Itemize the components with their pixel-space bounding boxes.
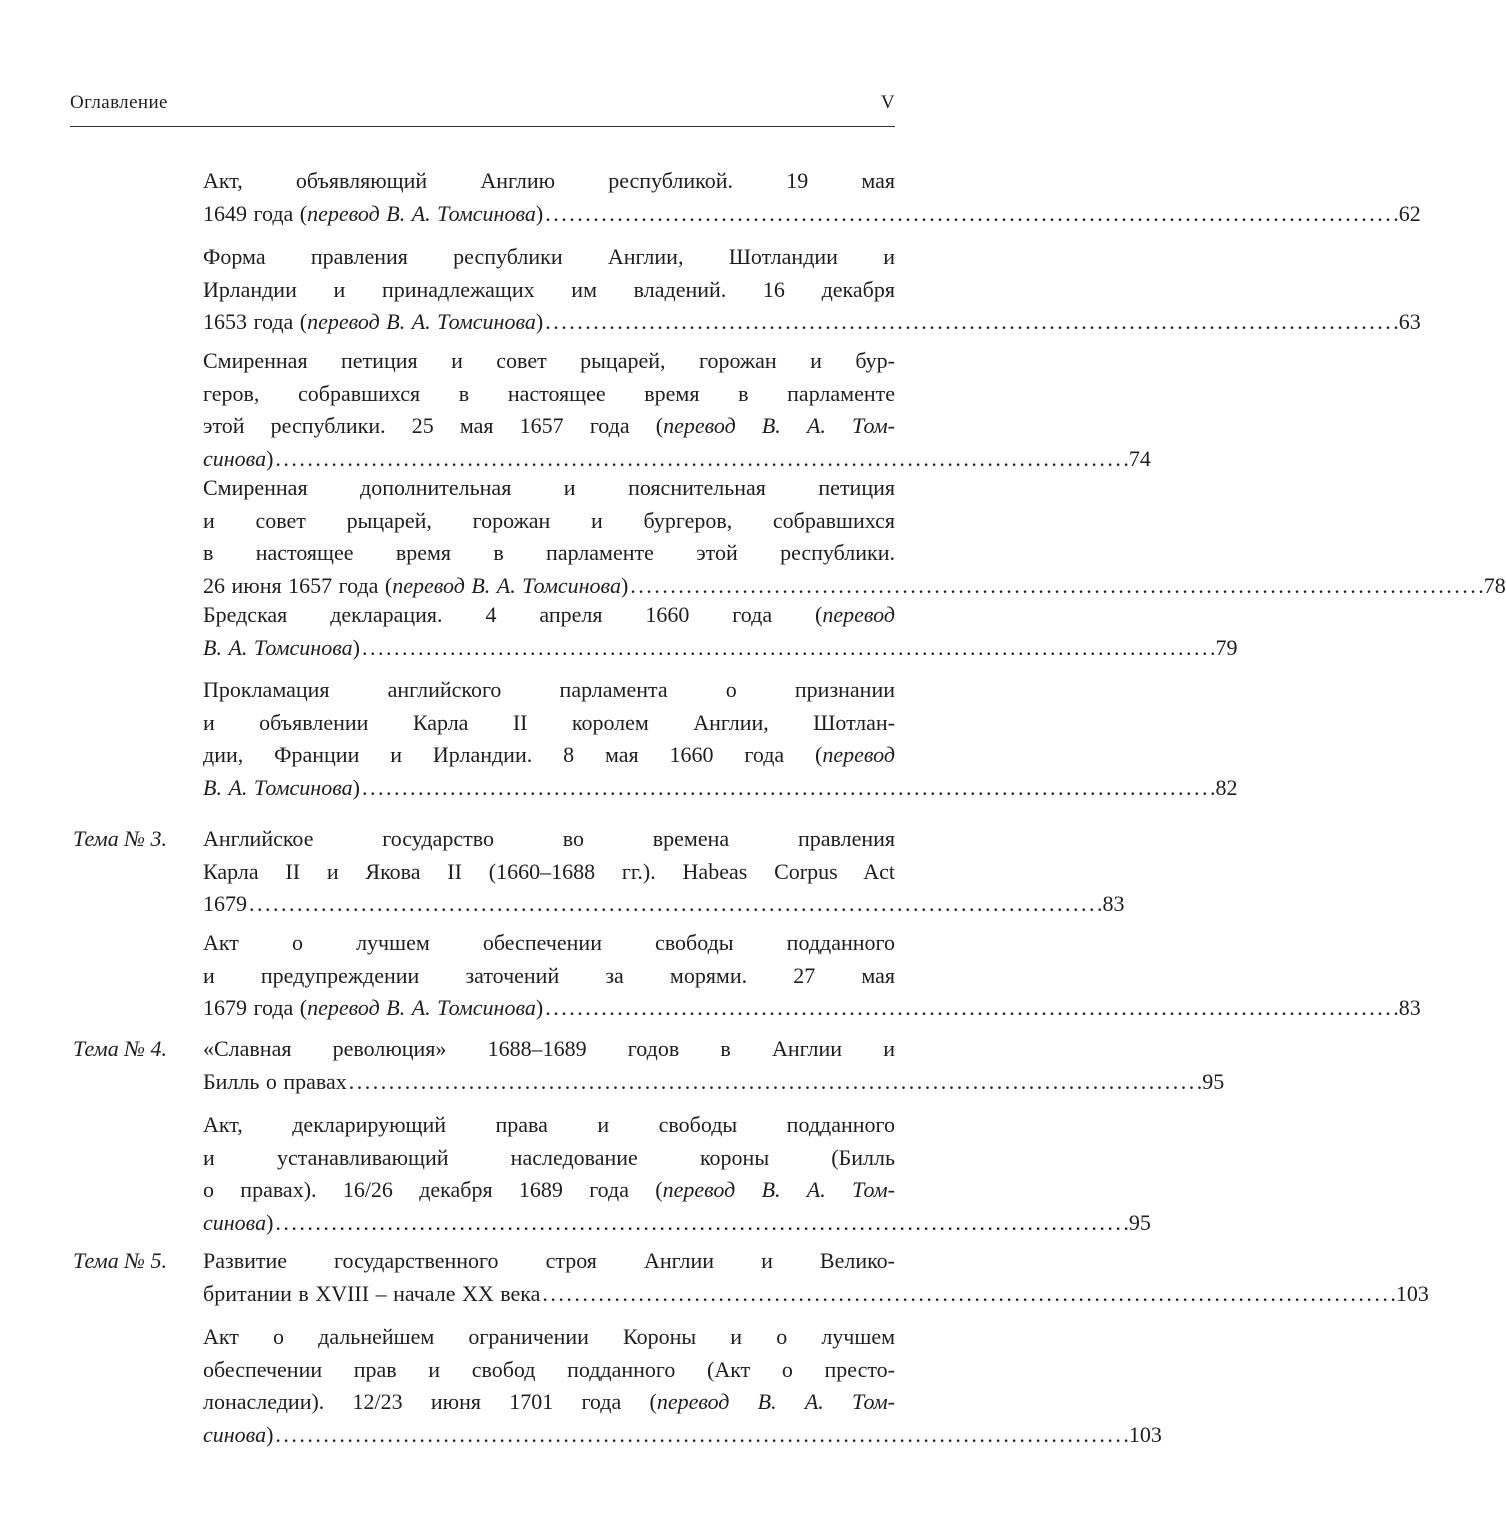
toc-page-number: 74 [1128, 445, 1151, 471]
toc-line: лонаследии). 12/23 июня 1701 года (перевод В. А. Том- [203, 1389, 895, 1414]
toc-line: Английское государство во времена правления [203, 826, 895, 851]
leader-dots [275, 443, 1127, 476]
toc-line: Акт, объявляющий Англию республикой. 19 мая [203, 168, 895, 193]
theme-label: Тема № 4. [73, 1036, 167, 1061]
toc-page-number: 78 [1483, 572, 1506, 598]
toc-page-number: 63 [1398, 309, 1421, 334]
toc-line: «Славная революция» 1688–1689 годов в Англии и [203, 1036, 895, 1061]
running-header [70, 92, 895, 127]
toc-page-number: 79 [1215, 634, 1238, 660]
header-title: Оглавление [70, 92, 168, 113]
toc-line: дии, Франции и Ирландии. 8 мая 1660 года (перевод [203, 742, 895, 767]
leader-dots [630, 570, 1482, 603]
leader-dots [349, 1066, 1201, 1099]
leader-dots [545, 306, 1397, 339]
toc-page-number: 103 [1128, 1421, 1162, 1447]
header-page-number: V [880, 92, 895, 113]
toc-line: Акт о лучшем обеспечении свободы подданного [203, 930, 895, 955]
leader-dots [275, 1419, 1127, 1452]
leader-dots [275, 1207, 1127, 1240]
toc-line: и совет рыцарей, горожан и бургеров, собравшихся [203, 507, 895, 533]
leader-dots [362, 632, 1214, 665]
leader-dots [545, 198, 1397, 231]
toc-line: и устанавливающий наследование короны (Билль [203, 1144, 895, 1170]
toc-page-number: 95 [1128, 1209, 1151, 1235]
toc-line: Акт о дальнейшем ограничении Короны и о лучшем [203, 1324, 895, 1349]
theme-label: Тема № 3. [73, 826, 167, 851]
leader-dots [249, 888, 1101, 921]
toc-line: Бредская декларация. 4 апреля 1660 года (перевод [203, 602, 895, 627]
toc-line: Ирландии и принадлежащих им владений. 16 декабря [203, 276, 895, 302]
toc-line: и предупреждении заточений за морями. 27 мая [203, 962, 895, 988]
theme-label: Тема № 5. [73, 1248, 167, 1273]
toc-page-number: 82 [1215, 774, 1238, 800]
toc-line: в настоящее время в парламенте этой республики. [203, 540, 895, 565]
toc-line: геров, собравшихся в настоящее время в парламенте [203, 380, 895, 406]
toc-page-number: 95 [1202, 1068, 1225, 1094]
book-page: Оглавление V Акт, объявляющий Англию республикой. 19 мая 1649 года (перевод В. А. Томсинова) . . . 62 Форма правления республики Англии, Шотландии и Ирландии и принадлежащих им владений. 16 декабря 1653 года (перевод В. А. Томсинова) . . . 63 Смиренная петиция и совет рыцарей, горожан и бур- геров, собравшихся в настоящее время в парламенте этой республики. 25 мая 1657 года (перевод В. А. Том- синова) . . . 74 Смиренная дополнительная и пояснительная петиция и совет рыцарей, горожан и бургеров, собравшихся в настоящее время в парламенте этой республики. 26 июня 1657 года (перевод В. А. Томсинова) . . . 78 Бредская декларация. 4 апреля 1660 года (перевод В. А. Томсинова) . . . 79 Прокламация английского парламента о признании и объявлении Карла II королем Англии, Шотлан- дии, Франции и Ирландии. 8 мая 1660 года (перевод В. А. Томсинова) . . . 82 Тема № 3. Английское государство во времена правления Карла II и Якова II (1660–1688 гг.). Habeas Corpus Act 1679 . . . 83 Акт о лучшем обеспечении свободы подданного и предупреждении заточений за морями. 27 мая 1679 года (перевод В. А. Томсинова) . . . 83 Тема № 4. «Славная революция» 1688–1689 годов в Англии и Билль о правах . . . 95 Акт, декларирующий права и свободы подданного и устанавливающий наследование короны (Билль о правах). 16/26 декабря 1689 года (перевод В. А. Том- синова) . . . 95 Тема № 5. Развитие государственного строя Англии и Велико- британии в XVIII – начале XX века . . . 103 Акт о дальнейшем ограничении Короны и о лучшем обеспечении прав и свобод подданного (Акт о престо- лонаследии). 12/23 июня 1701 года (перевод В. А. Том- синова) . . . 103 [0, 0, 1000, 1527]
toc-page-number: 83 [1398, 995, 1421, 1020]
toc-page-number: 83 [1102, 891, 1125, 916]
toc-page-number: 103 [1395, 1280, 1429, 1306]
leader-dots [542, 1278, 1394, 1311]
toc-line: и объявлении Карла II королем Англии, Шотлан- [203, 709, 895, 735]
toc-line: Прокламация английского парламента о признании [203, 677, 895, 702]
leader-dots [362, 772, 1214, 805]
leader-dots [545, 992, 1397, 1025]
toc-line: обеспечении прав и свобод подданного (Акт о престо- [203, 1356, 895, 1382]
toc-line: Акт, декларирующий права и свободы подданного [203, 1112, 895, 1137]
toc-line: Развитие государственного строя Англии и Велико- [203, 1248, 895, 1273]
toc-line: Форма правления республики Англии, Шотландии и [203, 244, 895, 269]
toc-line: Смиренная петиция и совет рыцарей, горожан и бур- [203, 348, 895, 373]
toc-line: этой республики. 25 мая 1657 года (перевод В. А. Том- [203, 413, 895, 438]
toc-line: о правах). 16/26 декабря 1689 года (перевод В. А. Том- [203, 1177, 895, 1202]
toc-line: Карла II и Якова II (1660–1688 гг.). Habeas Corpus Act [203, 858, 895, 884]
toc-line: Смиренная дополнительная и пояснительная петиция [203, 475, 895, 500]
toc-page-number: 62 [1398, 200, 1421, 226]
